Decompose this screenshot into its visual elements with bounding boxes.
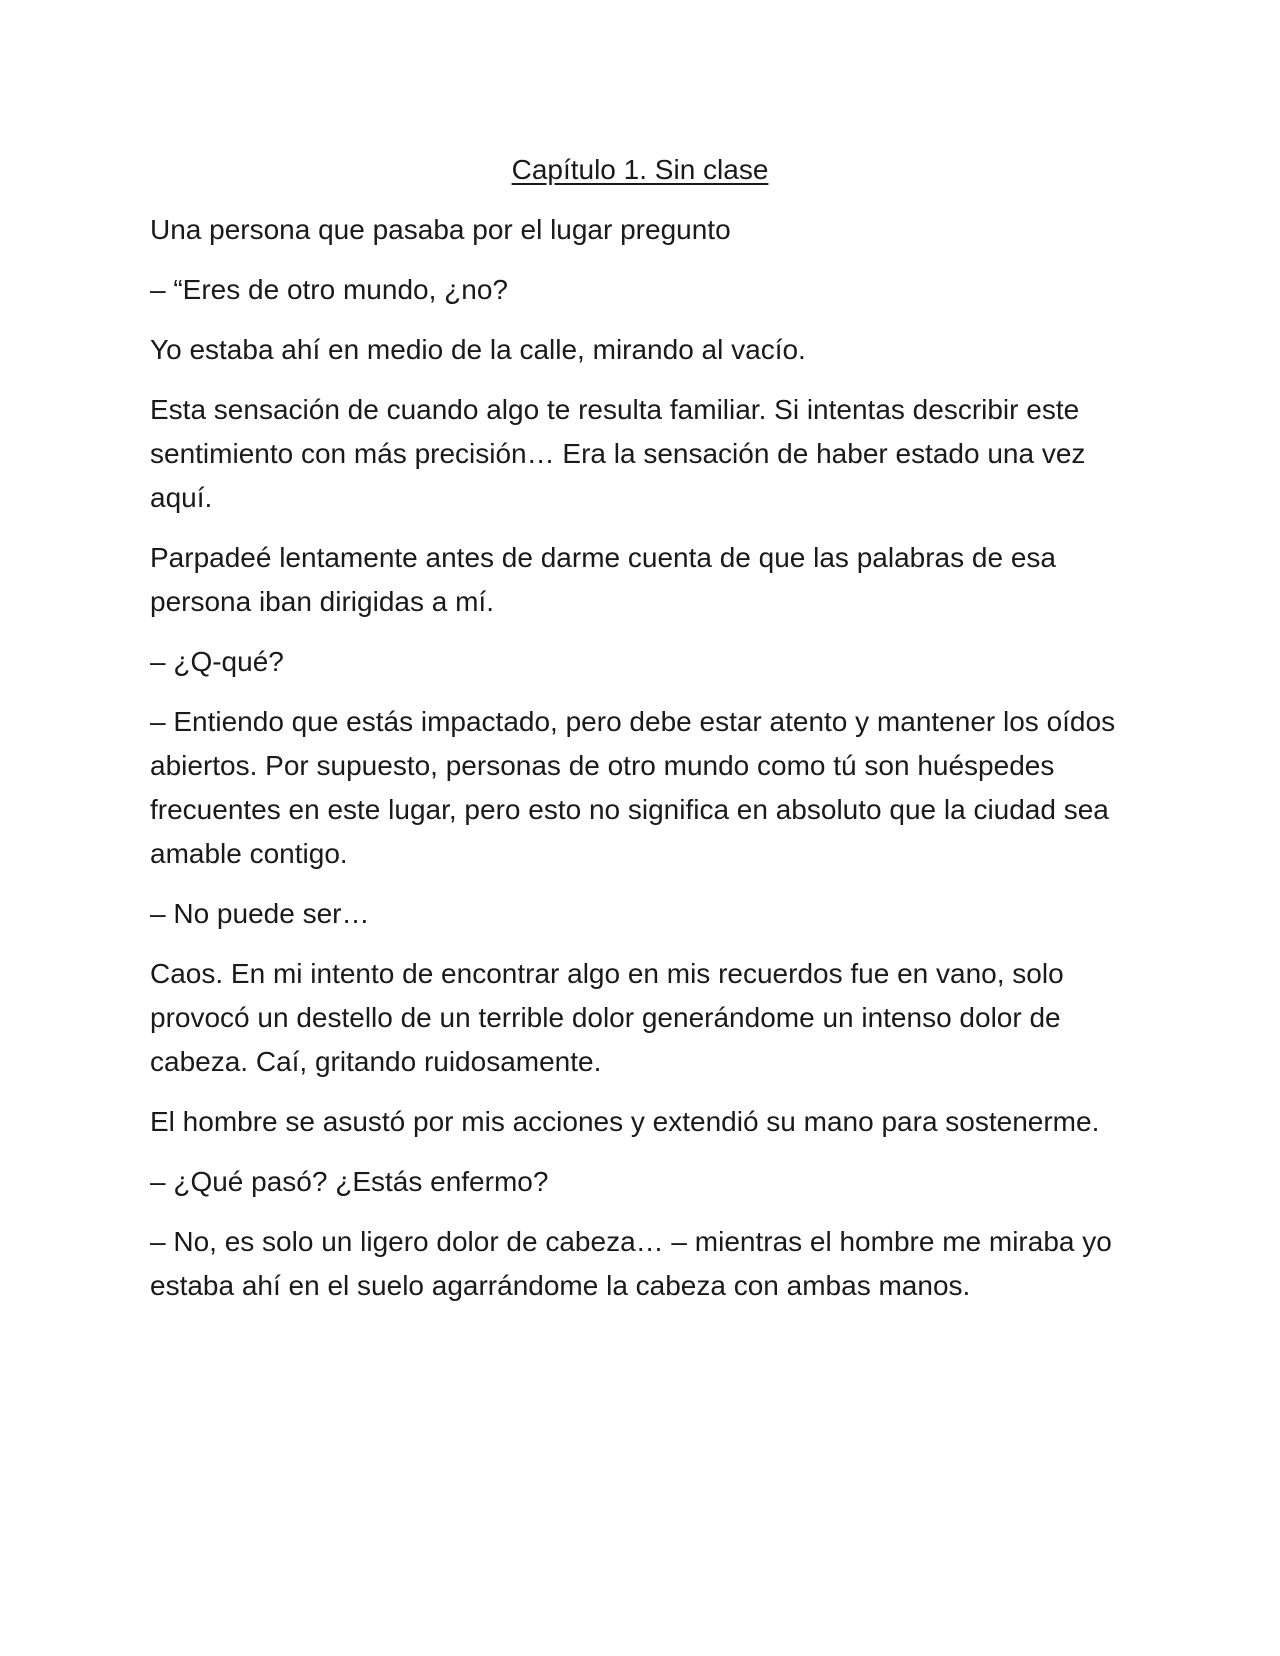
paragraph: – “Eres de otro mundo, ¿no? (150, 274, 508, 305)
paragraph: Esta sensación de cuando algo te resulta familiar. Si intentas describir este sentimiento con más precisión… Era la sensación de haber estado una vez aquí. (150, 394, 1086, 513)
paragraph: El hombre se asustó por mis acciones y extendió su mano para sostenerme. (150, 1106, 1100, 1137)
paragraph: – ¿Qué pasó? ¿Estás enfermo? (150, 1166, 549, 1197)
paragraph: Caos. En mi intento de encontrar algo en mis recuerdos fue en vano, solo provocó un destello de un terrible dolor generándome un intenso dolor de cabeza. Caí, gritando ruidosamente. (150, 958, 1064, 1077)
paragraph: – ¿Q-qué? (150, 646, 284, 677)
chapter-title: Capítulo 1. Sin clase (511, 154, 769, 185)
paragraph: – No, es solo un ligero dolor de cabeza… – mientras el hombre me miraba yo estaba ahí en el suelo agarrándome la cabeza con ambas manos. (150, 1226, 1112, 1301)
paragraph: Una persona que pasaba por el lugar pregunto (150, 214, 731, 245)
paragraph: Yo estaba ahí en medio de la calle, mirando al vacío. (150, 334, 806, 365)
paragraph: – Entiendo que estás impactado, pero debe estar atento y mantener los oídos abiertos. Por supuesto, personas de otro mundo como tú son huéspedes frecuentes en este lugar, pero esto no significa en absoluto que la ciudad sea amable contigo. (150, 706, 1116, 869)
document-body (150, 148, 1130, 1324)
paragraph: – No puede ser… (150, 898, 370, 929)
paragraph: Parpadeé lentamente antes de darme cuenta de que las palabras de esa persona iban dirigidas a mí. (150, 542, 1056, 617)
